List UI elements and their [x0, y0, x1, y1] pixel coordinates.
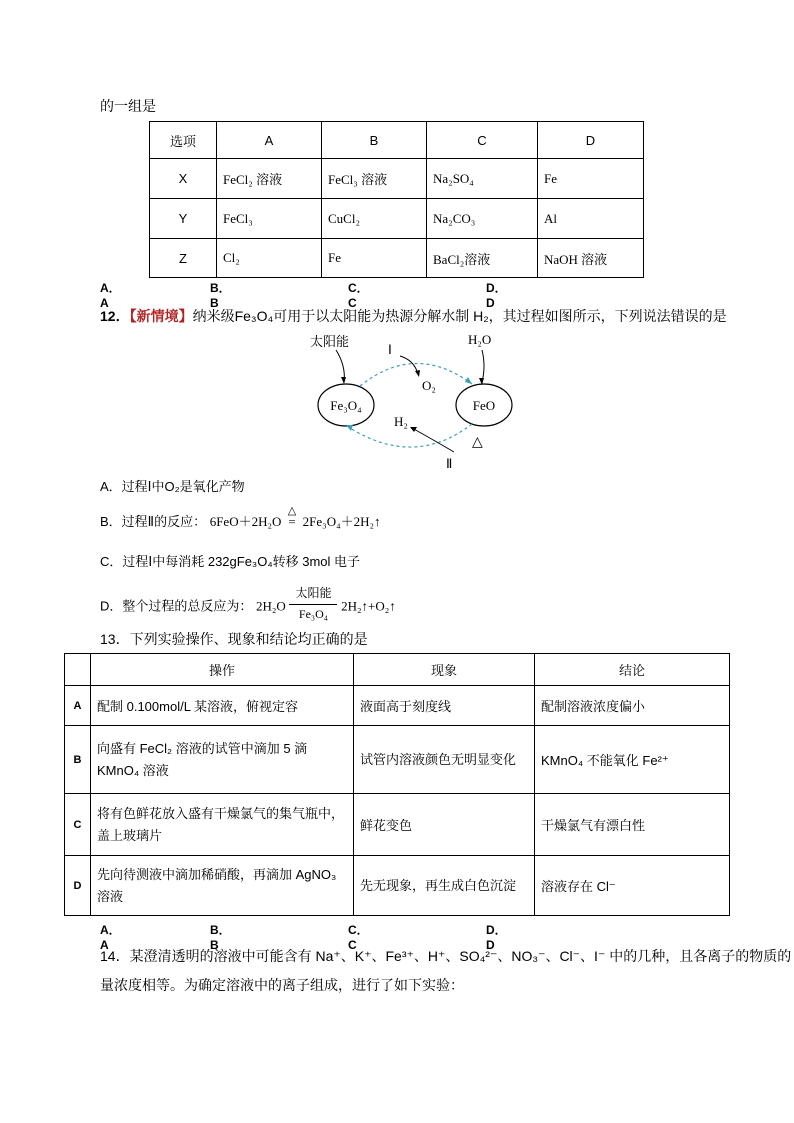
condition-bar	[289, 604, 337, 605]
cell: Al	[538, 199, 644, 239]
table-row	[150, 239, 644, 278]
q12-stem	[100, 306, 727, 326]
q13-table	[64, 653, 730, 916]
cell: Fe	[322, 239, 427, 278]
q12-option-d[interactable]	[100, 586, 396, 624]
option-d-condition	[289, 586, 337, 624]
q13-stem: 13．下列实验操作、现象和结论均正确的是	[100, 631, 368, 647]
row-label: A	[65, 686, 91, 726]
row-label: D	[65, 856, 91, 916]
option-b-eq-left: 6FeO＋2H₂O	[209, 514, 282, 529]
cell: FeCl₃ 溶液	[322, 159, 427, 199]
cell: Cl₂	[217, 239, 322, 278]
q13-header-blank	[65, 654, 91, 686]
q13-header-phen: 现象	[354, 654, 535, 686]
cell: 试管内溶液颜色无明显变化	[354, 726, 535, 794]
q12-option-a[interactable]: A．过程Ⅰ中O₂是氧化产物	[100, 479, 245, 494]
table-row	[65, 726, 730, 794]
option-c[interactable]: C．C	[348, 281, 369, 310]
q12-tag: 【新情境】	[129, 308, 193, 324]
heat-label: △	[472, 435, 483, 450]
feo-label: FeO	[472, 398, 496, 413]
sun-label: 太阳能	[310, 334, 350, 349]
option-d[interactable]: D．D	[486, 281, 507, 310]
cell: Na₂SO₄	[427, 159, 538, 199]
cell: CuCl₂	[322, 199, 427, 239]
fe3o4-label: Fe₃O₄	[330, 398, 362, 413]
h2o-label: H₂O	[468, 332, 492, 347]
h2-arrow	[412, 428, 454, 452]
row-label: C	[65, 794, 91, 856]
option-d-left: 2H₂O	[256, 598, 286, 614]
q12-number: 12．	[100, 308, 130, 324]
q11-table	[149, 121, 644, 278]
arrowhead	[410, 427, 417, 432]
table-row	[150, 159, 644, 199]
q11-header-b: B	[322, 122, 427, 159]
q12-option-b[interactable]	[100, 505, 381, 530]
cell: KMnO₄ 不能氧化 Fe²⁺	[535, 726, 730, 794]
cell: 将有色鲜花放入盛有干燥氯气的集气瓶中，盖上玻璃片	[91, 794, 354, 856]
option-b-eq-arrow: △ =	[285, 514, 299, 530]
q13-header-op: 操作	[91, 654, 354, 686]
q12-option-c[interactable]: C．过程Ⅰ中每消耗 232gFe₃O₄转移 3mol 电子	[100, 554, 361, 569]
table-row	[150, 199, 644, 239]
row-label: X	[150, 159, 217, 199]
cell: FeCl₃	[217, 199, 322, 239]
option-b[interactable]: B．B	[210, 281, 231, 310]
option-a[interactable]: A．A	[100, 923, 121, 952]
fe-cycle-diagram	[300, 328, 530, 473]
arrowhead	[415, 370, 420, 377]
option-b-prefix: B．过程Ⅱ的反应：	[100, 514, 207, 529]
step-1-label: Ⅰ	[388, 342, 392, 357]
option-b-eq-right: 2Fe₃O₄＋2H₂↑	[302, 514, 381, 529]
q12-stem-text: 纳米级Fe₃O₄可用于以太阳能为热源分解水制 H₂，其过程如图所示，下列说法错误的是	[192, 308, 727, 324]
table-row	[65, 856, 730, 916]
row-label: B	[65, 726, 91, 794]
process-1-arc	[360, 363, 472, 386]
q14-line-1: 14．某澄清透明的溶液中可能含有 Na⁺、K⁺、Fe³⁺、H⁺、SO₄²⁻、NO₃⁻、Cl⁻、I⁻ 中的几种，且各离子的物质的	[100, 948, 792, 964]
q11-header-a: A	[217, 122, 322, 159]
row-label: Z	[150, 239, 217, 278]
cell: 干燥氯气有漂白性	[535, 794, 730, 856]
option-a[interactable]: A．A	[100, 281, 121, 310]
option-c[interactable]: C．C	[348, 923, 369, 952]
condition-bottom: Fe₃O₄	[298, 607, 328, 621]
arrowhead	[346, 425, 353, 431]
arrowhead	[341, 377, 346, 384]
cell: BaCl₂溶液	[427, 239, 538, 278]
q11-header-c: C	[427, 122, 538, 159]
option-b[interactable]: B．B	[210, 923, 231, 952]
arrowhead	[465, 377, 472, 384]
q14-line-2: 量浓度相等。为确定溶液中的离子组成，进行了如下实验：	[100, 977, 464, 993]
option-d-right: 2H₂↑+O₂↑	[341, 598, 396, 614]
cell: 配制 0.100mol/L 某溶液，俯视定容	[91, 686, 354, 726]
table-row	[65, 686, 730, 726]
q11-header-option: 选项	[150, 122, 217, 159]
cell: 先无现象，再生成白色沉淀	[354, 856, 535, 916]
q11-intro: 的一组是	[100, 98, 156, 114]
q13-header-concl: 结论	[535, 654, 730, 686]
row-label: Y	[150, 199, 217, 239]
cell: 先向待测液中滴加稀硝酸，再滴加 AgNO₃ 溶液	[91, 856, 354, 916]
h2o-arrow	[482, 350, 484, 382]
condition-top: 太阳能	[295, 586, 332, 600]
cell: 鲜花变色	[354, 794, 535, 856]
cell: 向盛有 FeCl₂ 溶液的试管中滴加 5 滴 KMnO₄ 溶液	[91, 726, 354, 794]
h2-label: H₂	[394, 414, 408, 429]
cell: Na₂CO₃	[427, 199, 538, 239]
heat-condition: △	[287, 505, 297, 517]
cell: FeCl₂ 溶液	[217, 159, 322, 199]
o2-label: O₂	[422, 378, 436, 393]
table-row	[65, 794, 730, 856]
option-d-prefix: D．整个过程的总反应为：	[100, 598, 253, 614]
cell: Fe	[538, 159, 644, 199]
cell: 配制溶液浓度偏小	[535, 686, 730, 726]
cell: NaOH 溶液	[538, 239, 644, 278]
step-2-label: Ⅱ	[446, 456, 453, 471]
option-d[interactable]: D．D	[486, 923, 507, 952]
cell: 液面高于刻度线	[354, 686, 535, 726]
cell: 溶液存在 Cl⁻	[535, 856, 730, 916]
q11-header-d: D	[538, 122, 644, 159]
